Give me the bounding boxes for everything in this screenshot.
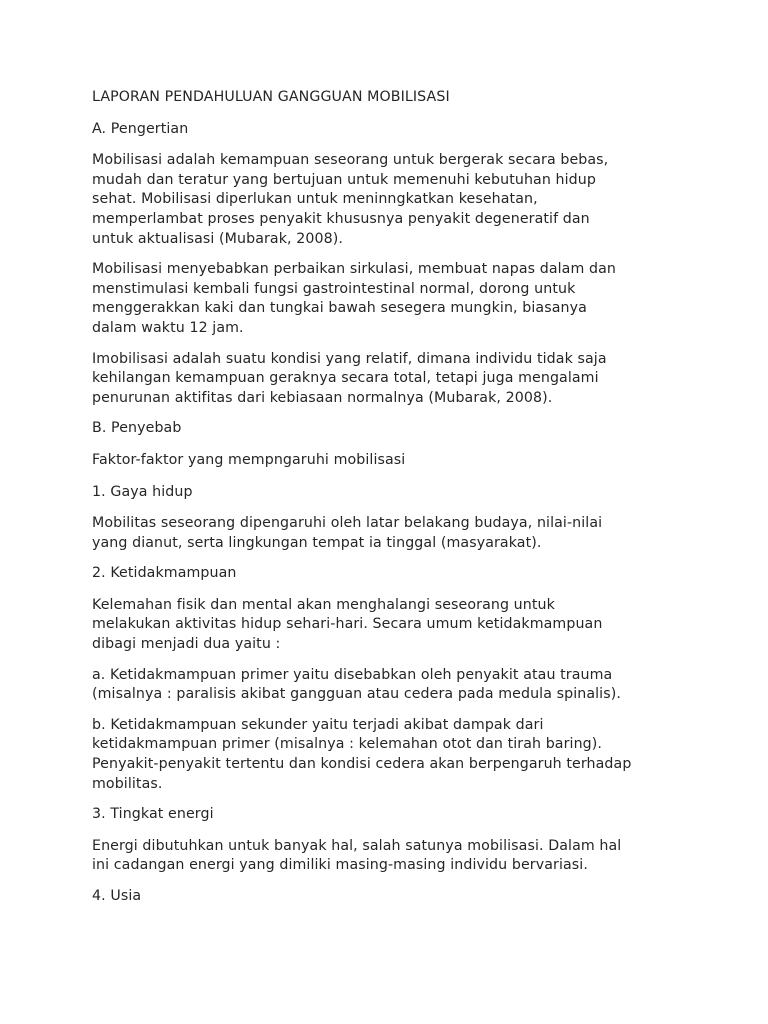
item-2-text: Kelemahan fisik dan mental akan menghalangi seseorang untuk melakukan aktivitas hidup sehari-hari. Secara umum ketidakmampuan dibagi menjadi dua yaitu : [92, 596, 603, 653]
item-4-heading: 4. Usia [92, 888, 142, 904]
paragraph-mobilisasi-benefits: Mobilisasi menyebabkan perbaikan sirkulasi, membuat napas dalam dan menstimulasi kembali fungsi gastrointestinal normal, dorong untuk menggerakkan kaki dan tungkai bawah sesegera mungkin, biasanya dalam waktu 12 jam. [92, 261, 616, 336]
item-2b-text: b. Ketidakmampuan sekunder yaitu terjadi akibat dampak dari ketidakmampuan primer (misalnya : kelemahan otot dan tirah baring). Penyakit-penyakit tertentu dan kondisi cedera akan berpengaruh terhadap mobilitas. [92, 716, 632, 792]
factors-intro: Faktor-faktor yang mempngaruhi mobilisasi [92, 451, 406, 468]
document-title: LAPORAN PENDAHULUAN GANGGUAN MOBILISASI [92, 89, 450, 105]
item-2a-text: a. Ketidakmampuan primer yaitu disebabkan oleh penyakit atau trauma (misalnya : paralisis akibat gangguan atau cedera pada medula spinalis). [92, 666, 621, 703]
item-1-heading: 1. Gaya hidup [92, 483, 193, 500]
item-3-text: Energi dibutuhkan untuk banyak hal, salah satunya mobilisasi. Dalam hal ini cadangan energi yang dimiliki masing-masing individu bervariasi. [92, 837, 622, 874]
paragraph-imobilisasi-definition: Imobilisasi adalah suatu kondisi yang relatif, dimana individu tidak saja kehilangan kemampuan geraknya secara total, tetapi juga mengalami penurunan aktifitas dari kebiasaan normalnya (Mubarak, 2008). [92, 350, 607, 406]
item-3-heading: 3. Tingkat energi [92, 806, 214, 823]
paragraph-mobilisasi-definition: Mobilisasi adalah kemampuan seseorang untuk bergerak secara bebas, mudah dan teratur yang bertujuan untuk memenuhi kebutuhan hidup sehat. Mobilisasi diperlukan untuk meninngkatkan kesehatan, memperlambat proses penyakit khususnya penyakit degeneratif dan untuk aktualisasi (Mubarak, 2008). [92, 152, 609, 247]
item-2-heading: 2. Ketidakmampuan [92, 565, 237, 582]
item-1-text: Mobilitas seseorang dipengaruhi oleh latar belakang budaya, nilai-nilai yang dianut, serta lingkungan tempat ia tinggal (masyarakat). [92, 515, 603, 551]
section-b-heading: B. Penyebab [92, 420, 182, 437]
section-a-heading: A. Pengertian [92, 120, 189, 137]
